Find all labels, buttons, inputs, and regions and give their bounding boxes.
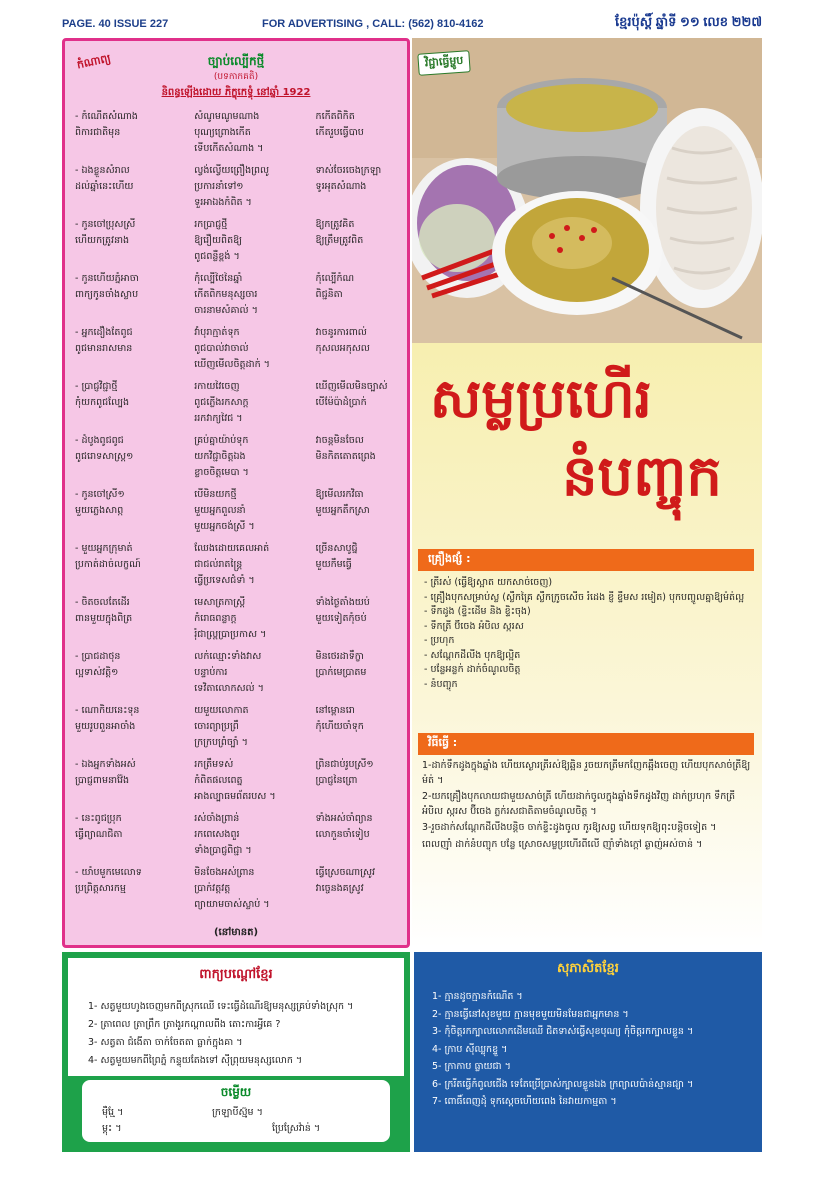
proverb-item: 1- សត្វមួយហូងចេញមកពីស្រុកឈើ ទេះធ្វើដំណើរឱ្យមនុស្សគ្រប់ទាំងស្រុក ។ <box>88 1001 354 1012</box>
poem-line: មួយភ្លេងសាព្ក <box>75 505 124 516</box>
ingredient-item: - នំបញ្ចុក <box>424 678 458 690</box>
poem-stanza <box>75 163 405 217</box>
publication-name: ខ្មែរប៉ុស្តិ៍ ឆ្នាំទី ១១ លេខ ២២៧ <box>615 14 762 29</box>
sayings-panel <box>414 952 762 1152</box>
poem-line: - ឯងអ្នកទាំងអស់ <box>75 759 136 770</box>
poem-line: រុំជាល្ព្រប្រាប្រកាស ។ <box>194 629 267 640</box>
method-step: 1-ដាក់ទឹកដូងក្នុងឆ្នាំង ហើយស្ងោរត្រីរស់ឱ្យឆ្អិន រួចយកត្រីមកញែកឆ្អឹងចេញ ហើយបុកសាច់ត្រីឱ្យម៉ត់ ។ <box>422 760 751 786</box>
poem-line: ឱ្យត្រឹមត្រូវពិត <box>315 235 364 246</box>
poem-stanza <box>75 217 405 271</box>
poem-line: ទាំងអស់ចាំព្យាន <box>315 813 373 824</box>
method-heading: វិធីធ្វើ : <box>418 733 754 755</box>
poem-panel <box>62 38 410 948</box>
poem-line: ពូជពន្លឺខ្ពង់ ។ <box>194 251 240 262</box>
method-step: ពេលញ៉ាំ ដាក់នំបញ្ចុក បន្លែ ស្រោចសម្លប្រហើរពីលើ ញ៉ាំទាំងក្តៅ ឆ្ងាញ់អស់ចាន់ ។ <box>422 838 703 850</box>
poem-continued: (នៅមានត) <box>213 927 259 938</box>
poem-line: កើតពិកមនុស្សចារ <box>194 289 258 300</box>
poem-line: បើមិនយកថ្មី <box>194 489 237 500</box>
poem-tag: កំណាព្យ <box>75 51 112 72</box>
saying-item: 6- ក្ររីតធ្វើកំពូលជើង ទេតែប្រើប្រាស់ក្បាលខ្លួនឯង ក្រព្យាលប៉ាន់ស្មានជ្យា ។ <box>432 1078 694 1090</box>
poem-stanza <box>75 109 405 163</box>
proverb-item: 4- សត្វមួយមកពីព្រៃភ្នំ កន្ទុយតែងទៅ ស៊ីព្រុយមនុស្សលោក ។ <box>88 1055 303 1066</box>
answer-item: ម៉ឺរ្មែ ។ <box>102 1107 124 1118</box>
poem-line: រកាយវៃចេញ <box>194 381 240 392</box>
poem-line: - ឯងខ្លួនសំរាល <box>75 165 130 176</box>
ingredient-item: - ត្រីរស់ (ធ្វើឱ្យស្អាត យកសាច់ចេញ) <box>424 577 553 588</box>
poem-line: មួយអ្នកតឹកស្រា <box>315 505 370 516</box>
poem-line: ចោរព្យាប្រព្រឹ <box>194 721 239 732</box>
poem-line: មួយរូបពួនអាចាំង <box>75 721 136 732</box>
poem-line: កើតរួបធ្វើបាប <box>315 127 364 138</box>
poem-line: កុំល្បើថៃនៃឆ្នាំ <box>194 273 243 284</box>
poem-line: បុណ្យព្រោងកើត <box>194 127 251 138</box>
poem-line: ប្រព្រិត្តសារកម្ម <box>75 883 126 894</box>
poem-line: ក្រក្របព្រំច្បាំ ។ <box>194 737 248 748</box>
poem-line: មួយអ្នកចង់ស្រី ។ <box>194 521 255 532</box>
poem-line: ល្អទាស់វត្តិ១ <box>75 667 119 678</box>
poem-stanza <box>75 433 405 487</box>
poem-line: កុំហើយចាំទុក <box>315 721 364 732</box>
sayings-list <box>432 988 758 1111</box>
poem-line: ទួរអាឯងកំពិត ។ <box>194 197 252 208</box>
poem-line: បន្ទាប់ការ <box>194 667 228 678</box>
poem-line: វាចនូរការពាល់ <box>315 327 367 338</box>
poem-line: មិនចែងអស់ព្រាន <box>194 867 255 878</box>
saying-item: 2- ក្មានធ្វើនៅសុខមួយ ក្មានមុខមួយមិនមែនជាអ្នកមាន ។ <box>432 1008 629 1020</box>
poem-line: ពិការជាតិមុន <box>75 127 121 138</box>
poem-stanza <box>75 325 405 379</box>
poem-line: ប្រាក់វត្តវត្ត <box>194 883 231 894</box>
poem-line: ពូជរោទសាស្ត្រ១ <box>75 451 134 462</box>
poem-line: គ្រប់គ្នាយ៉ាប់ទុក <box>194 435 249 446</box>
poem-line: កុំយកពូជល្បែង <box>75 397 130 408</box>
poem-line: - យាំបមួកមេលោទ <box>75 867 142 878</box>
method-step: 3-រួចដាក់សណ្តែកដីលីងបន្តិច ចាក់ខ្ទិះដូងចូល កូរឱ្យសព្វ ហើយទុកឱ្យពុះបន្តិចទៀត ។ <box>422 822 717 833</box>
poem-line: កុសលអកុសល <box>315 343 370 354</box>
poem-line: ទាំងថ្ងៃតាំងយប់ <box>315 597 370 608</box>
poem-line: នៅម្ពោនរោ <box>315 705 355 716</box>
method-step: 2-យកគ្រឿងបុកលាយជាមួយសាច់ត្រី ហើយដាក់ចូលក្នុងឆ្នាំងទឹកដូងវិញ ដាក់ប្រហុក ទឹកត្រី អំបិល ស្ករស ប៊ីចេង ភ្លក់រសជាតិតាមចំណូលចិត្ត ។ <box>422 791 736 817</box>
answers-title: ចម្លើយ <box>220 1085 252 1099</box>
recipe-panel <box>412 343 762 947</box>
poem-stanza <box>75 649 405 703</box>
saying-item: 7- ពោធិ៍ពេញដុំ ទុកស្តេចហើយពេង នៃវាយកាម្មតា ។ <box>432 1096 617 1107</box>
poem-line: ធ្វើស្រេចណាស្រូវ <box>315 867 376 878</box>
page-issue: PAGE. 40 ISSUE 227 <box>62 18 169 30</box>
proverbs-panel <box>62 952 410 1152</box>
poem-line: - ដំបូងពូជពូជ <box>75 435 124 446</box>
poem-line: កុំល្បើកំណ <box>315 273 355 284</box>
poem-line: ឱ្យមើលរកវិធា <box>315 489 364 500</box>
poem-line: ពាក្យកូនចាំងស្លាប <box>75 289 139 300</box>
poem-line: ប្រកាត់ដាច់លក្ខណ៍ <box>75 559 141 570</box>
poem-line: មិនថេរដាទឹក្ខា <box>315 651 364 662</box>
answer-item: ក្រឡាបីស្ម៊ុម ។ <box>212 1107 263 1118</box>
proverb-item: 2- ត្រាពេល ត្រាព្រឹក ត្រាងូរកណ្តាលពីង តោះការអ្វីគេ ? <box>88 1019 281 1030</box>
poem-line: ទេវិតាលោកសល់ ។ <box>194 683 264 694</box>
poem-line: ធ្វើព្យាណជិតា <box>75 829 123 840</box>
poem-line: - ណោកិយនេះទុន <box>75 705 140 716</box>
poem-line: ពូជបាល់វាចាល់ <box>194 343 249 354</box>
poem-line: យកវិជ្ជាចិត្តឯង <box>194 451 246 462</box>
poem-line: ល្វង់ល្វើយព្រឿងព្រលូ <box>194 165 270 176</box>
poem-subtitle: (បទកាកគតិ) <box>213 72 259 82</box>
poem-line: - កូនចៅស្រី១ <box>75 489 125 500</box>
poem-line: ជាជល់រាតន្ត្រៃ <box>194 559 243 570</box>
poem-line: - នេះពូជប្រុក <box>75 813 122 824</box>
poem-stanza <box>75 271 405 325</box>
poem-stanza <box>75 865 405 919</box>
ingredient-item: - សណ្តែកដីលីង បុកឱ្យល្អិត <box>424 649 521 661</box>
ingredient-item: - ទឹកត្រី ប៊ីចេង អំបិល ស្ករស <box>424 620 524 632</box>
poem-line: រស់ចាំងព្រាន់ <box>194 813 240 824</box>
sayings-title: សុភាសិតខ្មែរ <box>557 961 619 976</box>
poem-stanza <box>75 487 405 541</box>
saying-item: 5- ក្រាកាប ធ្លាយជា ។ <box>432 1061 511 1072</box>
recipe-title-line2: នំបញ្ចុក <box>562 443 722 509</box>
poem-line: - អ្នកដឿងតែពូជ <box>75 327 133 338</box>
poem-line: សំណូមណូមណាង <box>194 111 260 122</box>
poem-line: មេសាត្រកាស្ត្រី <box>194 597 246 608</box>
poem-line: ពូជមានរាសមាន <box>75 343 133 354</box>
poem-line: មួយកឹមធ្វើ <box>315 559 352 570</box>
poem-line: យមួយលោកាត <box>194 705 249 716</box>
poem-line: កំរោធពន្លាក្ត <box>194 613 237 624</box>
poem-line: ធ្វើប្រទេសជំទាំ ។ <box>194 575 255 586</box>
poem-line: រកពេសេងពួរ <box>194 829 240 840</box>
saying-item: 3- កុំចិត្តរកក្បាលលោកដើមឈើ ជិតទាស់ធ្វើសុខបុណ្យ កុំចិត្តរកក្បាលខ្លួន ។ <box>432 1026 694 1037</box>
poem-stanza <box>75 595 405 649</box>
food-photo <box>412 38 762 343</box>
poem-line: ប្រការនាំទៅ១ <box>194 181 244 192</box>
proverb-item: 3- សត្វតា ជំងើតា ចាក់ចែតតា ធ្លាក់ក្នុងគា ។ <box>88 1037 243 1048</box>
poem-line: មិនកិតតោតព្រេង <box>315 451 376 462</box>
poem-line: រកត្រឹមទស់ <box>194 759 234 770</box>
poem-line: មួយអ្នកពួលនាំ <box>194 505 246 516</box>
poem-stanza <box>75 757 405 811</box>
poem-line: លក់ឈ្មោះទាំងវាស <box>194 651 262 662</box>
answer-item: ម្ដុះ ។ <box>102 1123 122 1134</box>
poem-stanza <box>75 811 405 865</box>
ingredient-item: - គ្រឿងបុកសម្រាប់ស្ល (ស្លឹកគ្រៃ ស្លឹកក្រូចសើច រំដេង ខ្ញី ខ្ទឹមស រមៀត) បុកបញ្ចូលគ្នាឱ្យម៉ត់ល្អ <box>424 591 745 603</box>
poem-line: ព្រិនជាប់រូបស្រី១ <box>315 759 374 770</box>
poem-line: ទាស់ចែរចេងក្រឡា <box>315 165 382 176</box>
poem-stanza <box>75 703 405 757</box>
poem-stanzas <box>75 109 405 919</box>
poem-author: និពន្ធឡើងដោយ ភិក្ខុកេទ្ធុំ​ នៅឆ្នាំ 1922 <box>161 87 311 98</box>
ingredient-item: - ប្រហុក <box>424 635 455 646</box>
poem-line: ឈែងដោយគេលអាត់ <box>194 543 270 554</box>
poem-line: វាំបុរាក្មាត់ទុក <box>194 327 240 338</box>
poem-stanza <box>75 379 405 433</box>
poem-line: ឱ្យរឿយពិតឱ្យ <box>194 235 242 246</box>
poem-line: ទើបកើតសំណាង ។ <box>194 143 264 154</box>
ingredients-heading: គ្រឿងផ្សំ : <box>418 549 754 571</box>
poem-line: ដល់ឆ្នាំនេះហើយ <box>75 181 134 192</box>
poem-line: ពូជភ្លើងរកសាក្ត <box>194 397 249 408</box>
poem-line: បើម៉ែប៉ាដំប្រាក់ <box>315 397 367 408</box>
poem-line: ប្រាជ្ញនៃព្រោ <box>315 775 358 786</box>
proverbs-box <box>68 958 404 1076</box>
photo-tag: វិជ្ជាធ្វើម្ហូប <box>417 50 471 76</box>
poem-line: រកប្រាជ្ញថ្មី <box>194 219 228 230</box>
method-list <box>422 759 754 854</box>
poem-line: កកើតពិកិត <box>315 111 355 122</box>
ingredient-item: - បន្លែអន្លក់ ដាក់ចំណូលចិត្ត <box>424 664 521 675</box>
poem-title: ច្បាប់ល្បើកថ្មី <box>207 54 265 68</box>
saying-item: 1- ក្មានដូចក្មានកំណើត ។ <box>432 991 523 1002</box>
poem-line: ច្រើនសាបូជ្និ <box>315 543 358 554</box>
advertising-line: FOR ADVERTISING , CALL: (562) 810-4162 <box>262 18 484 30</box>
poem-line: ព្យាយាមចាស់ស្លាប់ ។ <box>194 899 270 910</box>
poem-line: វាច្ចេនងគស្រូវ <box>315 883 364 894</box>
poem-line: វាចន្តមិនចែល <box>315 435 364 446</box>
poem-line: មួយទៀតកុំចប់ <box>315 613 367 624</box>
ingredient-item: - ទឹកដូង (ខ្ទិះដើម និង ខ្ទិះចុង) <box>424 606 531 617</box>
poem-line: ប្រាក់មេប្រាតម <box>315 667 367 678</box>
poem-line: ពិជ្ជនិតា <box>315 289 343 300</box>
poem-line: ខ្លាចចិត្តមេបា ។ <box>194 467 249 478</box>
poem-line: ទាំងប្រាជ្ញពិជ្ជា ។ <box>194 845 252 856</box>
proverbs-list <box>88 998 398 1070</box>
recipe-title-line1: សម្លប្រហើរ <box>430 366 652 430</box>
answer-item: ប្រែស្រែវ៉ាន់ ។ <box>272 1123 321 1134</box>
poem-line: - ប្រាជដាថុន <box>75 651 121 662</box>
food-illustration <box>412 38 762 343</box>
poem-line: - មួយអ្នកក្រុមាត់ <box>75 543 133 554</box>
poem-line: - ចិតចលតែដើរ <box>75 597 130 608</box>
poem-line: ររកវាក្យវៃជ ។ <box>194 413 243 424</box>
poem-line: ពានមួយក្នុងពិត្រ <box>75 613 133 624</box>
ingredients-list <box>424 576 754 692</box>
proverbs-title: ពាក្យបណ្តៅខ្មែរ <box>199 967 273 982</box>
poem-line: ចារនាមសំគាល់ ។ <box>194 305 258 316</box>
poem-stanza <box>75 541 405 595</box>
poem-line: - ប្រាជ្ញវិជ្ជាថ្មី <box>75 381 118 392</box>
poem-line: អាងល្បាធមព័តរបស ។ <box>194 791 276 802</box>
poem-line: ទូរអុតសំណាង <box>315 181 367 192</box>
poem-line: - កំណើតសំណាង <box>75 111 138 122</box>
answers-box <box>82 1080 390 1142</box>
poem-line: - កូនហើយភ្នំអាចា <box>75 273 139 284</box>
poem-line: កំពិតផលពេត្ន <box>194 775 243 786</box>
poem-line: - កូនចៅប្រុសស្រី <box>75 219 136 230</box>
poem-line: ឃើញមើលមិនច្បាស់ <box>315 381 388 392</box>
page-header <box>62 14 762 36</box>
poem-line: ឃើញមើលចិត្តដាក់ ។ <box>194 359 270 370</box>
poem-line: លោកួនចាំទៀប <box>315 829 370 840</box>
poem-line: ឱ្យកត្រូវគិត <box>315 219 355 230</box>
poem-line: ហើយកត្រូវនាង <box>75 235 130 246</box>
poem-line: ប្រាជ្ញពាមនាវ៉ែង <box>75 775 130 786</box>
saying-item: 4- ក្រាប ស៊ីឈ្លុកខ្ទួ ។ <box>432 1043 508 1055</box>
